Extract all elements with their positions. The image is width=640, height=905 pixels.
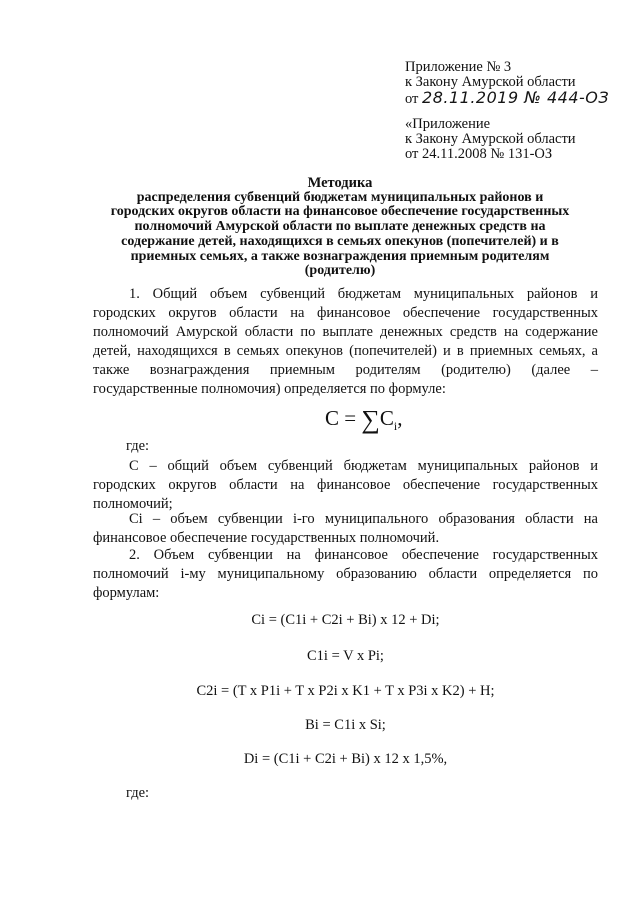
title-line-5: приемных семьях, а также вознаграждения приемным родителям	[130, 248, 550, 264]
document-title	[80, 176, 600, 279]
title-line-4: содержание детей, находящихся в семьях опекунов (попечителей) и в	[121, 233, 559, 249]
formula-total-lhs: C =	[325, 406, 362, 430]
title-line-2: городских округов области на финансовое обеспечение государственных	[110, 204, 570, 220]
appendix-reference	[405, 60, 635, 107]
formula-di: Di = (C1i + C2i + Bi) x 12 x 1,5%,	[243, 751, 448, 767]
paragraph-4-text: 2. Объем субвенции на финансовое обеспечение государственных полномочий i-му муниципальному образованию области определяется по формулам:	[93, 547, 598, 601]
paragraph-3	[93, 510, 598, 548]
paragraph-2	[93, 457, 598, 514]
title-line-3: полномочий Амурской области по выплате денежных средств на	[134, 219, 546, 235]
formula-bi: Bi = C1i x Si;	[305, 717, 386, 733]
prev-appendix-date: от 24.11.2008 № 131-ОЗ	[405, 146, 553, 162]
title-line-6: (родителю)	[304, 263, 376, 279]
formula-c2i: C2i = (T x P1i + T x P2i x K1 + T x P3i x K2) + H;	[196, 683, 495, 699]
formula-total-var: C	[379, 406, 394, 430]
where-label-1: где:	[126, 438, 150, 454]
formula-ci: Ci = (C1i + C2i + Bi) x 12 + Di;	[251, 612, 440, 628]
where-label-2: где:	[126, 785, 150, 801]
prev-appendix-law: к Закону Амурской области	[405, 131, 576, 147]
appendix-number: Приложение № 3	[405, 59, 512, 75]
paragraph-4	[93, 546, 598, 603]
paragraph-2-text: C – общий объем субвенций бюджетам муниципальных районов и городских округов области на финансовое обеспечение государственных полномочий;	[93, 458, 598, 512]
handwritten-date-number: 28.11.2019 № 444-ОЗ	[422, 88, 610, 107]
prev-appendix-label: «Приложение	[405, 116, 491, 132]
appendix-date-line	[405, 90, 635, 107]
paragraph-1	[93, 285, 598, 399]
formula-total-sub: i	[393, 419, 398, 434]
title-line-1: распределения субвенций бюджетам муниципальных районов и	[136, 189, 544, 205]
sum-symbol: ∑	[361, 405, 380, 434]
previous-appendix-reference	[405, 117, 635, 162]
formula-c1i: C1i = V x Pi;	[307, 648, 384, 664]
paragraph-1-text: 1. Общий объем субвенций бюджетам муниципальных районов и городских округов области на финансовое обеспечение государственных полномочий Амурской области по выплате денежных средств на содержание детей, находящихся в семьях опекунов (попечителей) и в приемных семьях, а также вознаграждения приемным родителям (родителю) (далее – государственные полномочия) определяется по формуле:	[93, 286, 598, 397]
paragraph-3-text: Ci – объем субвенции i-го муниципального образования области на финансовое обеспечение государственных полномочий.	[93, 511, 598, 546]
appendix-law: к Закону Амурской области	[405, 74, 576, 90]
title-heading: Методика	[307, 175, 373, 191]
formula-total-end: ,	[397, 406, 403, 430]
formula-total	[325, 405, 403, 435]
appendix-date-prefix: от	[405, 91, 419, 107]
